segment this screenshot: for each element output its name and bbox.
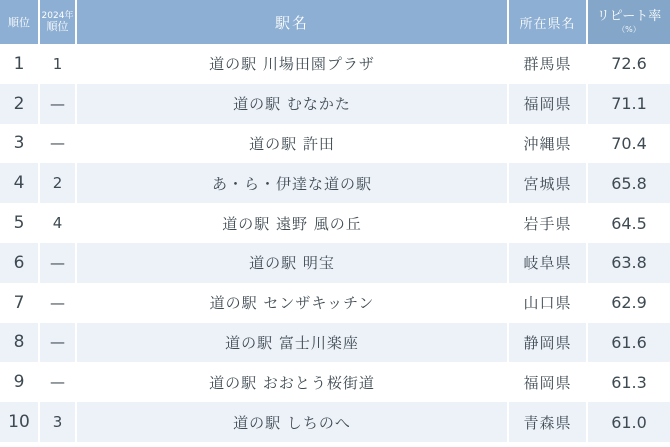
- rank-cell: 2: [13, 93, 25, 114]
- header-repeat-rate-stack: [597, 10, 661, 34]
- prefecture-cell: 宮城県: [507, 163, 586, 203]
- station-name-cell: 道の駅 しちのへ: [75, 402, 507, 442]
- prefecture-cell: 青森県: [507, 402, 586, 442]
- station-name-cell: 道の駅 富士川楽座: [75, 323, 507, 363]
- rank-cell: 6: [13, 252, 25, 273]
- repeat-rate-cell: 65.8: [586, 163, 670, 203]
- prev-rank-cell: —: [38, 362, 75, 402]
- header-rank-label: 順位: [8, 16, 30, 29]
- rank-cell: 7: [13, 292, 25, 313]
- header-repeat-rate-unit: （%）: [617, 24, 641, 34]
- prefecture-cell: 岩手県: [507, 203, 586, 243]
- prev-rank-cell: 2: [38, 163, 75, 203]
- rank-cell: 3: [13, 133, 25, 154]
- header-prev-rank: [38, 0, 75, 44]
- header-station-name-label: 駅名: [274, 13, 309, 32]
- station-name-cell: 道の駅 遠野 風の丘: [75, 203, 507, 243]
- repeat-rate-cell: 61.0: [586, 402, 670, 442]
- repeat-rate-cell: 63.8: [586, 243, 670, 283]
- prev-rank-cell: —: [38, 124, 75, 164]
- station-name-cell: 道の駅 川場田園プラザ: [75, 44, 507, 84]
- table-body: [0, 44, 670, 442]
- header-prefecture-label: 所在県名: [519, 16, 576, 32]
- prefecture-cell: 群馬県: [507, 44, 586, 84]
- station-name-cell: 道の駅 センザキッチン: [75, 283, 507, 323]
- prefecture-cell: 静岡県: [507, 323, 586, 363]
- rank-cell: 5: [13, 213, 25, 234]
- prefecture-cell: 山口県: [507, 283, 586, 323]
- prev-rank-cell: 1: [38, 44, 75, 84]
- repeat-rate-cell: 61.6: [586, 323, 670, 363]
- prev-rank-cell: 4: [38, 203, 75, 243]
- station-name-cell: 道の駅 許田: [75, 124, 507, 164]
- prev-rank-cell: 3: [38, 402, 75, 442]
- table-row-6: [0, 243, 670, 283]
- table-row-8: [0, 323, 670, 363]
- rank-cell: 9: [13, 372, 25, 393]
- prefecture-cell: 福岡県: [507, 84, 586, 124]
- table-header-row: [0, 0, 670, 44]
- prev-rank-cell: —: [38, 243, 75, 283]
- rank-cell: 1: [13, 53, 25, 74]
- rank-cell: 8: [13, 332, 25, 353]
- header-prev-rank-stack: [42, 11, 74, 34]
- table-row-5: [0, 203, 670, 243]
- bottom-margin: [0, 442, 670, 447]
- table-row-7: [0, 283, 670, 323]
- header-rank: [0, 0, 38, 44]
- repeat-rate-cell: 71.1: [586, 84, 670, 124]
- header-prefecture: [507, 0, 586, 44]
- repeat-rate-cell: 72.6: [586, 44, 670, 84]
- table-row-4: [0, 163, 670, 203]
- header-repeat-rate-label: リピート率: [596, 8, 662, 24]
- station-name-cell: 道の駅 おおとう桜街道: [75, 362, 507, 402]
- repeat-rate-cell: 64.5: [586, 203, 670, 243]
- prefecture-cell: 沖縄県: [507, 124, 586, 164]
- station-name-cell: 道の駅 明宝: [75, 243, 507, 283]
- repeat-rate-cell: 70.4: [586, 124, 670, 164]
- prefecture-cell: 福岡県: [507, 362, 586, 402]
- table-row-1: [0, 44, 670, 84]
- table-row-9: [0, 362, 670, 402]
- rank-cell: 10: [8, 412, 30, 433]
- header-station-name: [75, 0, 507, 44]
- header-prev-rank-year: 2024年: [41, 10, 74, 21]
- table-row-10: [0, 402, 670, 442]
- table-row-3: [0, 124, 670, 164]
- prev-rank-cell: —: [38, 323, 75, 363]
- table-row-2: [0, 84, 670, 124]
- header-prev-rank-label: 順位: [46, 19, 69, 33]
- repeat-rate-cell: 61.3: [586, 362, 670, 402]
- repeat-rate-cell: 62.9: [586, 283, 670, 323]
- station-name-cell: 道の駅 むなかた: [75, 84, 507, 124]
- rank-cell: 4: [13, 173, 25, 194]
- station-name-cell: あ・ら・伊達な道の駅: [75, 163, 507, 203]
- prev-rank-cell: —: [38, 84, 75, 124]
- prefecture-cell: 岐阜県: [507, 243, 586, 283]
- prev-rank-cell: —: [38, 283, 75, 323]
- header-repeat-rate: [586, 0, 670, 44]
